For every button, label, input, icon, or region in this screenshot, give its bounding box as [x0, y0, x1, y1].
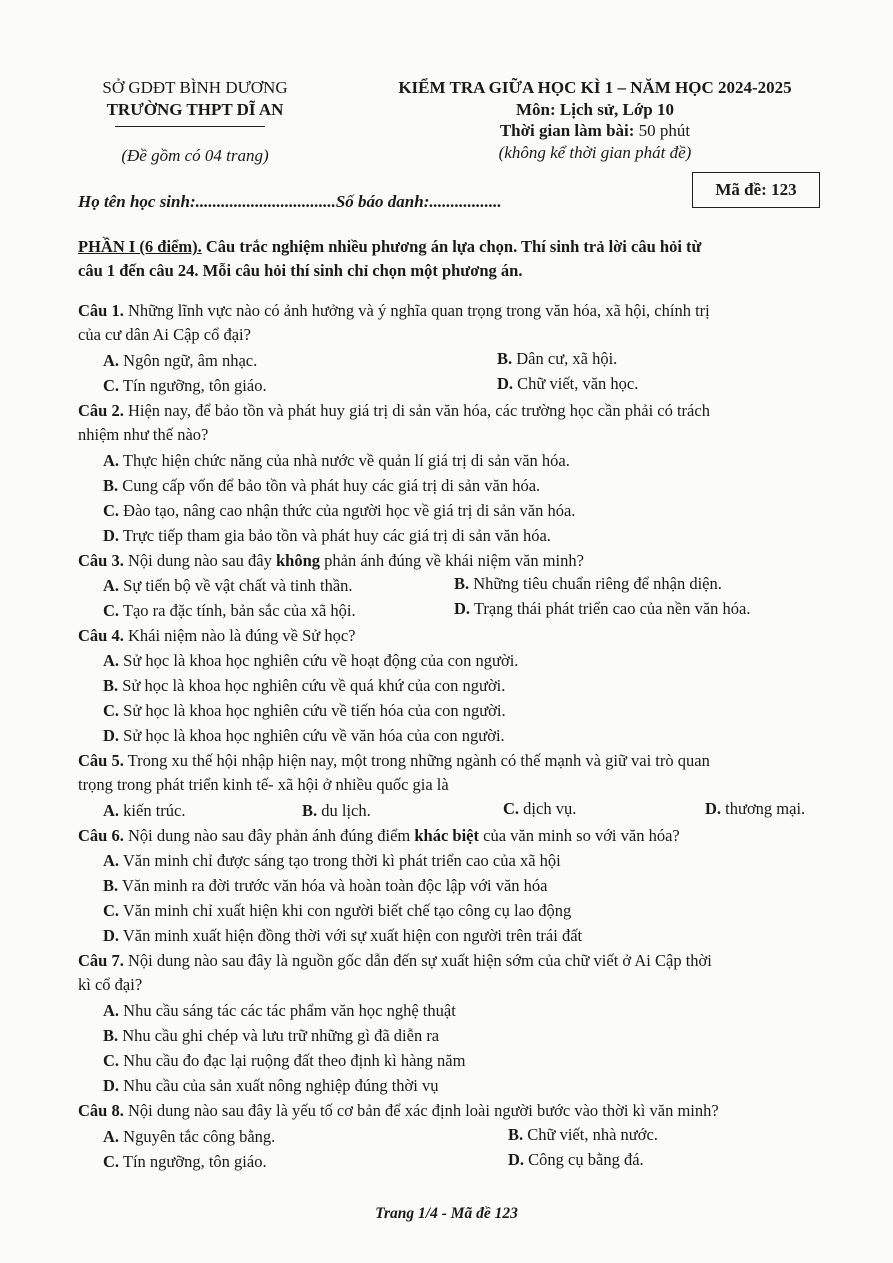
- option-letter: A.: [103, 451, 120, 470]
- subject-line: Môn: Lịch sử, Lớp 10: [516, 100, 674, 119]
- option-d[interactable]: [705, 796, 805, 822]
- option-letter: D.: [103, 526, 120, 545]
- option-text: Ngôn ngữ, âm nhạc.: [123, 351, 258, 370]
- time-value: 50 phút: [634, 121, 691, 140]
- option-d[interactable]: [103, 523, 551, 549]
- section-instruction-2: câu 1 đến câu 24. Mỗi câu hỏi thí sinh chỉ chọn một phương án.: [78, 261, 523, 280]
- student-info-line: Họ tên học sinh:.................................Số báo danh:.................: [78, 192, 502, 211]
- option-c[interactable]: [103, 898, 571, 924]
- option-letter: B.: [103, 1026, 119, 1045]
- option-letter: A.: [103, 351, 120, 370]
- question-text: Hiện nay, để bảo tồn và phát huy giá trị di sản văn hóa, các trường học cần phải có trách: [123, 401, 710, 420]
- option-c[interactable]: [103, 1149, 267, 1175]
- option-text: Tín ngưỡng, tôn giáo.: [122, 1152, 267, 1171]
- option-letter: A.: [103, 1001, 120, 1020]
- option-text: Văn minh ra đời trước văn hóa và hoàn toàn độc lập với văn hóa: [121, 876, 548, 895]
- question-text: Những lĩnh vực nào có ảnh hưởng và ý nghĩa quan trọng trong văn hóa, xã hội, chính trị: [123, 301, 710, 320]
- option-text: Trạng thái phát triển cao của nền văn hóa.: [473, 599, 751, 618]
- option-d[interactable]: [454, 596, 750, 622]
- option-text: Tạo ra đặc tính, bản sắc của xã hội.: [122, 601, 356, 620]
- option-letter: C.: [503, 799, 520, 818]
- option-letter: A.: [103, 851, 120, 870]
- option-a[interactable]: [103, 648, 518, 674]
- option-text: dịch vụ.: [523, 799, 577, 818]
- question-text-cont: của cư dân Ai Cập cổ đại?: [78, 325, 251, 344]
- option-text: Văn minh xuất hiện đồng thời với sự xuất hiện con người trên trái đất: [122, 926, 583, 945]
- section-title: PHẦN I (6 điểm).: [78, 237, 202, 256]
- option-text: du lịch.: [321, 801, 371, 820]
- option-c[interactable]: [103, 1048, 465, 1074]
- option-letter: C.: [103, 376, 120, 395]
- pages-note: (Đề gồm có 04 trang): [121, 146, 269, 165]
- option-letter: B.: [508, 1125, 524, 1144]
- option-letter: D.: [508, 1150, 525, 1169]
- question-1: [78, 298, 710, 324]
- option-letter: C.: [103, 601, 120, 620]
- option-letter: D.: [497, 374, 514, 393]
- option-b[interactable]: [103, 1023, 439, 1049]
- time-note: (không kể thời gian phát đề): [498, 143, 692, 162]
- time-line: [315, 121, 875, 141]
- option-text: kiến trúc.: [123, 801, 186, 820]
- option-text: Nhu cầu sáng tác các tác phẩm văn học nghệ thuật: [123, 1001, 456, 1020]
- option-letter: C.: [103, 1152, 120, 1171]
- option-text: Trực tiếp tham gia bảo tồn và phát huy các giá trị di sản văn hóa.: [122, 526, 551, 545]
- question-text: của văn minh so với văn hóa?: [479, 826, 680, 845]
- option-d[interactable]: [497, 371, 638, 397]
- question-text: Trong xu thế hội nhập hiện nay, một trong những ngành có thế mạnh và giữ vai trò quan: [123, 751, 710, 770]
- question-5: [78, 748, 710, 774]
- option-b[interactable]: [508, 1122, 658, 1148]
- option-a[interactable]: [103, 848, 561, 874]
- option-text: Tín ngưỡng, tôn giáo.: [122, 376, 267, 395]
- question-label: Câu 4.: [78, 626, 124, 645]
- option-text: Đào tạo, nâng cao nhận thức của người học về giá trị di sản văn hóa.: [123, 501, 576, 520]
- option-letter: A.: [103, 801, 120, 820]
- option-letter: D.: [705, 799, 722, 818]
- option-b[interactable]: [103, 473, 540, 499]
- option-text: Văn minh chỉ được sáng tạo trong thời kì phát triển cao của xã hội: [122, 851, 561, 870]
- option-letter: D.: [454, 599, 471, 618]
- option-letter: B.: [103, 876, 119, 895]
- option-text: Văn minh chỉ xuất hiện khi con người biết chế tạo công cụ lao động: [122, 901, 572, 920]
- option-text: Nhu cầu đo đạc lại ruộng đất theo định kì hàng năm: [123, 1051, 466, 1070]
- question-label: Câu 7.: [78, 951, 124, 970]
- question-text-cont: trọng trong phát triển kinh tế- xã hội ở nhiều quốc gia là: [78, 775, 449, 794]
- option-text: Cung cấp vốn để bảo tồn và phát huy các giá trị di sản văn hóa.: [122, 476, 541, 495]
- section-instruction-1: Câu trắc nghiệm nhiều phương án lựa chọn. Thí sinh trả lời câu hỏi từ: [201, 237, 702, 256]
- option-text: Công cụ bằng đá.: [528, 1150, 644, 1169]
- option-text: Sự tiến bộ về vật chất và tinh thần.: [123, 576, 353, 595]
- option-text: Nhu cầu của sản xuất nông nghiệp đúng thời vụ: [123, 1076, 439, 1095]
- option-letter: B.: [103, 676, 119, 695]
- option-c[interactable]: [103, 373, 267, 399]
- question-label: Câu 6.: [78, 826, 124, 845]
- question-label: Câu 5.: [78, 751, 124, 770]
- option-text: Sử học là khoa học nghiên cứu về văn hóa của con người.: [123, 726, 505, 745]
- option-a[interactable]: [103, 348, 257, 374]
- option-text: Những tiêu chuẩn riêng để nhận diện.: [473, 574, 722, 593]
- option-b[interactable]: [103, 873, 547, 899]
- option-text: Sử học là khoa học nghiên cứu về hoạt động của con người.: [123, 651, 519, 670]
- question-7: [78, 948, 712, 974]
- question-text-cont: kì cổ đại?: [78, 975, 143, 994]
- question-8: [78, 1098, 719, 1124]
- option-d[interactable]: [103, 723, 505, 749]
- option-b[interactable]: [103, 673, 505, 699]
- option-letter: A.: [103, 651, 120, 670]
- option-letter: B.: [497, 349, 513, 368]
- option-d[interactable]: [103, 1073, 438, 1099]
- time-label: Thời gian làm bài:: [499, 121, 635, 140]
- option-letter: B.: [454, 574, 470, 593]
- question-text-cont: nhiệm như thế nào?: [78, 425, 209, 444]
- option-letter: A.: [103, 576, 120, 595]
- department-name: SỞ GDĐT BÌNH DƯƠNG: [102, 78, 288, 97]
- option-a[interactable]: [103, 798, 185, 824]
- option-letter: B.: [302, 801, 318, 820]
- option-d[interactable]: [103, 923, 582, 949]
- option-text: Chữ viết, nhà nước.: [527, 1125, 658, 1144]
- option-letter: C.: [103, 901, 120, 920]
- option-letter: D.: [103, 726, 120, 745]
- school-name: TRƯỜNG THPT DĨ AN: [106, 100, 284, 119]
- question-text: Nội dung nào sau đây: [123, 551, 276, 570]
- exam-title: KIỂM TRA GIỮA HỌC KÌ 1 – NĂM HỌC 2024-2025: [398, 78, 792, 97]
- option-letter: C.: [103, 701, 120, 720]
- question-text: phản ánh đúng về khái niệm văn minh?: [320, 551, 584, 570]
- option-letter: A.: [103, 1127, 120, 1146]
- option-letter: B.: [103, 476, 119, 495]
- option-a[interactable]: [103, 573, 353, 599]
- question-emphasis: khác biệt: [414, 826, 480, 845]
- option-b[interactable]: [497, 346, 617, 372]
- option-letter: C.: [103, 501, 120, 520]
- question-text: Nội dung nào sau đây là nguồn gốc dẫn đến sự xuất hiện sớm của chữ viết ở Ai Cập thời: [123, 951, 712, 970]
- question-label: Câu 8.: [78, 1101, 124, 1120]
- option-letter: C.: [103, 1051, 120, 1070]
- option-letter: D.: [103, 1076, 120, 1095]
- exam-code: Mã đề: 123: [715, 180, 797, 199]
- option-c[interactable]: [503, 796, 576, 822]
- question-text: Nội dung nào sau đây phản ánh đúng điểm: [123, 826, 415, 845]
- question-4: [78, 623, 355, 649]
- question-text: Khái niệm nào là đúng về Sử học?: [123, 626, 356, 645]
- option-a[interactable]: [103, 998, 456, 1024]
- section-instruction: [78, 234, 701, 260]
- question-6: [78, 823, 680, 849]
- question-text: Nội dung nào sau đây là yếu tố cơ bản để xác định loài người bước vào thời kì văn minh?: [123, 1101, 719, 1120]
- option-a[interactable]: [103, 1124, 275, 1150]
- option-text: Nguyên tắc công bằng.: [123, 1127, 276, 1146]
- question-label: Câu 2.: [78, 401, 124, 420]
- option-text: Thực hiện chức năng của nhà nước về quản lí giá trị di sản văn hóa.: [122, 451, 570, 470]
- option-text: Chữ viết, văn học.: [517, 374, 639, 393]
- option-text: Dân cư, xã hội.: [516, 349, 618, 368]
- question-label: Câu 3.: [78, 551, 124, 570]
- question-label: Câu 1.: [78, 301, 124, 320]
- option-b[interactable]: [302, 798, 371, 824]
- option-a[interactable]: [103, 448, 570, 474]
- option-d[interactable]: [508, 1147, 644, 1173]
- option-text: Sử học là khoa học nghiên cứu về quá khứ của con người.: [122, 676, 506, 695]
- question-emphasis: không: [276, 551, 321, 570]
- option-c[interactable]: [103, 498, 575, 524]
- option-c[interactable]: [103, 598, 356, 624]
- exam-code-box: [692, 172, 820, 208]
- option-c[interactable]: [103, 698, 506, 724]
- option-b[interactable]: [454, 571, 722, 597]
- page-footer: Trang 1/4 - Mã đề 123: [375, 1205, 518, 1222]
- option-text: Sử học là khoa học nghiên cứu về tiến hóa của con người.: [123, 701, 506, 720]
- option-letter: D.: [103, 926, 120, 945]
- question-2: [78, 398, 710, 424]
- option-text: Nhu cầu ghi chép và lưu trữ những gì đã diễn ra: [122, 1026, 440, 1045]
- header-divider: [115, 126, 265, 127]
- option-text: thương mại.: [725, 799, 806, 818]
